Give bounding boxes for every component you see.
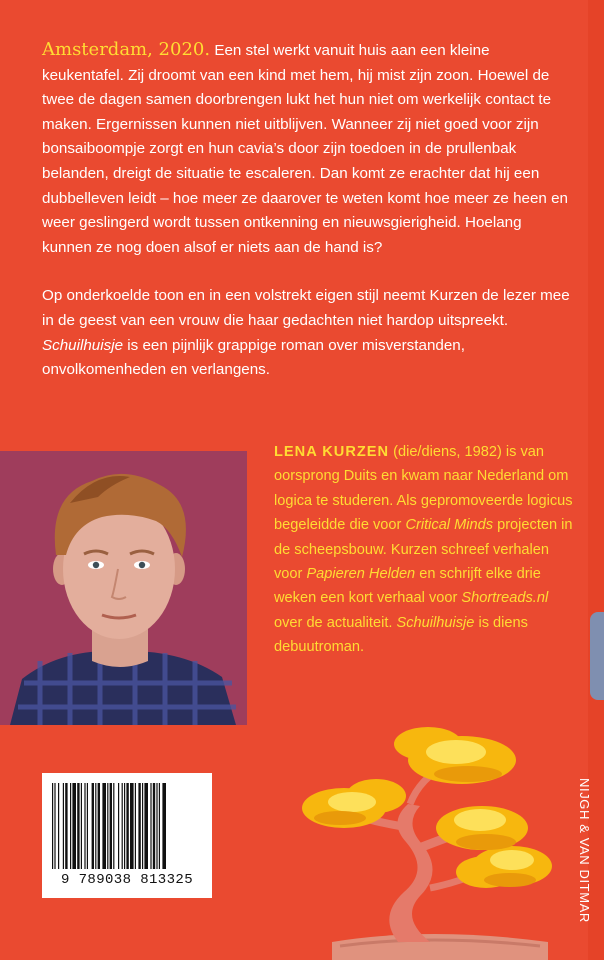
- barcode-bar: [107, 783, 108, 869]
- bio-italic-3: Shortreads.nl: [461, 590, 549, 607]
- author-name: LENA KURZEN: [274, 444, 390, 460]
- barcode-bar: [122, 783, 123, 869]
- barcode-bar: [150, 783, 151, 869]
- barcode-bar: [58, 783, 59, 869]
- barcode-bar: [95, 783, 96, 869]
- isbn-barcode: [42, 773, 212, 898]
- barcode-bar: [162, 783, 166, 869]
- blurb-text-2a: Op onderkoelde toon en in een volstrekt eigen stijl neemt Kurzen de lezer mee in de geest van een vrouw die haar gedachten niet hardop uitspreekt.: [42, 287, 570, 329]
- barcode-bar: [102, 783, 106, 869]
- blurb-paragraph-2: [42, 284, 570, 382]
- blurb-text-1: Een stel werkt vanuit huis aan een kleine keukentafel. Zij droomt van een kind met hem, hij mist zijn zoon. Hoewel de twee de dagen samen doorbrengen lukt het hun niet om werkelijk contact te maken. Ergernissen kunnen niet uitblijven. Wanneer zij niet goed voor zijn bonsaiboompje zorgt en hun cavia’s door zijn toedoen in de prullenbak belanden, dreigt de situatie te escaleren. Dan komt ze erachter dat hij een dubbelleven leidt – hoe meer ze daarover te weten komt hoe meer ze heen en weer geslingerd wordt tussen ontkenning en nieuwsgierigheid. Hoelang kunnen ze nog doen alsof er niets aan de hand is?: [42, 42, 568, 256]
- barcode-bar: [153, 783, 155, 869]
- barcode-bar: [92, 783, 94, 869]
- barcode-bar: [124, 783, 125, 869]
- author-bio: [274, 440, 574, 660]
- barcode-bar: [138, 783, 140, 869]
- book-title-mention: Schuilhuisje: [42, 336, 124, 354]
- barcode-bar: [81, 783, 82, 869]
- bio-text-4: over de actualiteit.: [274, 614, 397, 631]
- barcode-bar: [84, 783, 85, 869]
- barcode-bar: [126, 783, 128, 869]
- bio-text-3: en schrijft elke drie weken een kort verhaal voor: [274, 566, 541, 607]
- barcode-bar: [130, 783, 134, 869]
- bio-text-5: is diens debuutroman.: [274, 614, 528, 656]
- blurb-lead: Amsterdam, 2020.: [42, 39, 211, 60]
- book-blurb: [42, 38, 570, 383]
- blurb-text-2b: is een pijnlijk grappige roman over misverstanden, onvolkomenheden en verlangens.: [42, 336, 465, 379]
- barcode-bar: [156, 783, 157, 869]
- barcode-bar: [54, 783, 55, 869]
- barcode-bar: [65, 783, 67, 869]
- author-photo: [0, 451, 247, 725]
- author-portrait-image: [0, 451, 247, 725]
- barcode-bar: [159, 783, 160, 869]
- barcode-bar: [110, 783, 112, 869]
- barcode-bar: [63, 783, 64, 869]
- barcode-bar: [77, 783, 79, 869]
- publisher-name: NIJGH & VAN DITMAR: [577, 778, 592, 923]
- isbn-number: 9 789038 813325: [60, 872, 194, 888]
- barcode-bar: [98, 783, 100, 869]
- barcode-bar: [118, 783, 119, 869]
- barcode-bar: [52, 783, 53, 869]
- bio-italic-4: Schuilhuisje: [396, 614, 475, 631]
- bio-text-2: projecten in de scheepsbouw. Kurzen schreef verhalen voor: [274, 517, 573, 583]
- spine-tab-shape: [590, 612, 604, 700]
- blurb-paragraph-1: [42, 38, 570, 260]
- bonsai-tree-illustration: [280, 720, 580, 960]
- barcode-bar: [135, 783, 136, 869]
- barcode-bar: [144, 783, 148, 869]
- barcode-bar: [87, 783, 88, 869]
- barcode-bar: [72, 783, 76, 869]
- bio-italic-2: Papieren Helden: [306, 566, 416, 583]
- barcode-bar: [113, 783, 114, 869]
- barcode-bar: [142, 783, 143, 869]
- barcode-bar: [70, 783, 71, 869]
- barcode-bars: [52, 783, 202, 871]
- bio-text-1: (die/diens, 1982) is van oorsprong Duits en kwam naar Nederland om logica te studeren. Als gepromoveerde logicus begeleidde die voor: [274, 444, 573, 534]
- bio-italic-1: Critical Minds: [405, 517, 494, 534]
